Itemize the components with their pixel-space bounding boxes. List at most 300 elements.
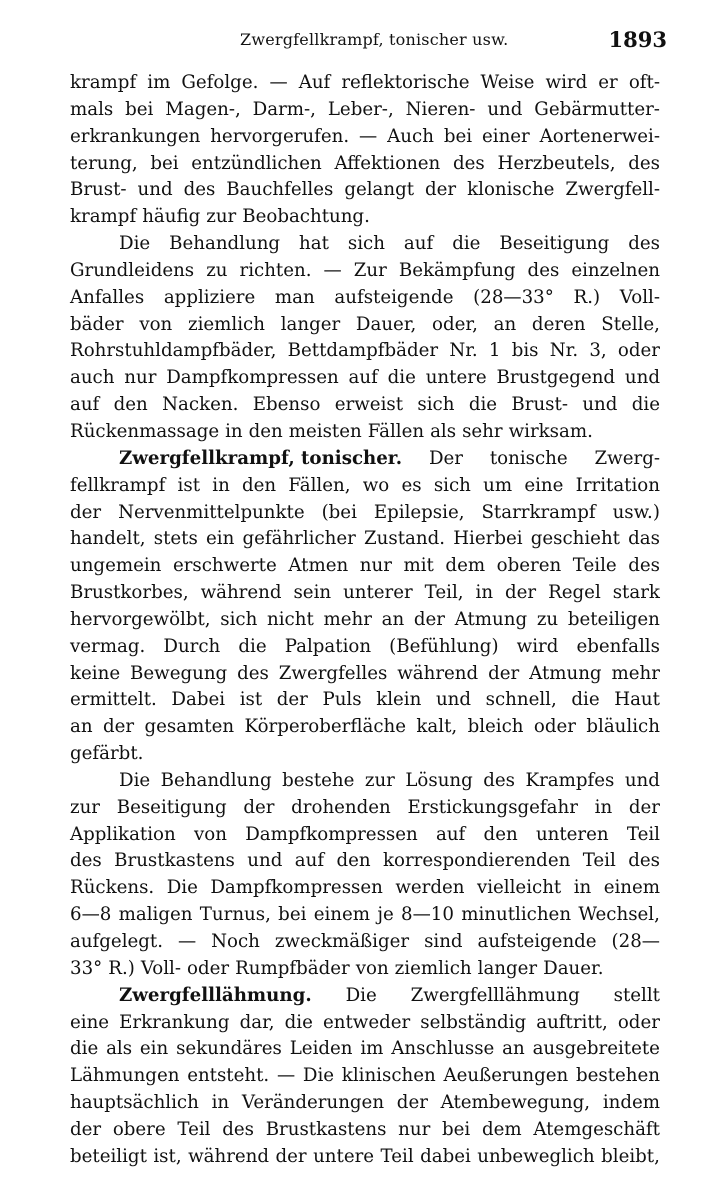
word: untere [425,367,487,389]
word: einem [603,877,660,899]
word: indem [602,1092,660,1114]
word: dar, [239,1011,275,1033]
word: und [247,850,283,872]
text-line [70,983,660,1010]
word: an [502,1038,525,1060]
word: wird [516,635,559,657]
word: erschwerte [172,555,277,577]
word: der [413,608,445,630]
word: Atmung [454,608,528,630]
body-text [70,70,660,1171]
word: Dampfkompressen [245,823,418,845]
word: Auf [298,72,331,93]
word: des [628,555,660,577]
word: zu [206,259,228,281]
word: sind [424,931,463,952]
text-line [70,661,660,688]
text-line [70,1036,660,1063]
text-line [70,258,660,285]
word: und [624,367,660,389]
word: Starrkrampf [481,501,596,523]
word: sekundäres [176,1038,282,1060]
word: Nervenmittelpunkte [118,501,305,523]
word: bestehen [575,1065,660,1087]
word: Herzbeutels, [497,152,616,174]
text-line [70,392,660,419]
word: den [483,823,518,845]
word: krampf [70,206,137,228]
word: tonische [489,447,568,469]
word: in [573,877,592,899]
word: gefährlicher [242,528,356,550]
word: von [355,957,389,979]
page-number: 1893 [608,27,667,52]
word: geschieht [530,528,620,550]
word: Zwergfelles [278,662,388,684]
word: (28—33° [473,286,554,308]
word: eine [70,1011,110,1033]
word: selbständig [420,1011,527,1033]
word: Atmung [529,662,602,684]
word: der [275,1145,307,1167]
word: Zwergfelllähmung [410,984,580,1006]
word: der [243,796,275,818]
word: in [212,474,230,496]
word: den [242,474,277,496]
word: Bewegung [130,662,228,684]
text-line [70,204,660,231]
word: Aeußerungen [443,1065,569,1087]
word: zweckmäßiger [274,931,410,952]
word: oberen [496,555,562,577]
text-line [70,177,660,204]
text-line [70,580,660,607]
word: des [222,1118,254,1140]
word: Durch [163,635,221,657]
text-line [70,848,660,875]
word: unterer [343,582,413,604]
text-line [70,634,660,661]
word: zu [536,608,559,630]
word: Gebärmutter- [534,98,660,120]
word: des [628,233,660,255]
word: Behandlung [160,769,272,791]
word: Beseitigung [116,796,227,818]
word: Affektionen [334,152,441,174]
word: Lösung [405,769,473,791]
word: 8—10 [401,904,454,926]
word: sein [293,582,332,604]
text-line [70,365,660,392]
word: an [70,716,93,738]
word: unbeweglich [477,1145,595,1167]
word: Rohrstuhldampfbäder, [70,340,277,362]
word: Bekämpfung [398,259,516,281]
word: nur [124,367,157,389]
word: Lähmungen [70,1065,180,1087]
text-line [70,902,660,929]
word: Beseitigung [499,233,610,255]
word: beteiligt [70,1145,147,1167]
word: Krampfes [525,769,615,791]
word: ein [206,528,235,550]
word: maligen [118,904,193,926]
text-line [70,124,660,151]
word: Rückenmassage [70,420,220,442]
word: bei [443,125,473,147]
word: — [359,125,378,147]
word: entzündlichen [191,152,322,174]
word: Hierbei [453,528,523,550]
word: des [183,179,216,201]
word: krampf [70,72,137,93]
word: er [598,72,618,93]
word: die [571,689,600,711]
word: (bei [321,501,357,523]
word: vielleicht [476,877,562,899]
word: bäder [70,313,124,335]
text-line [70,714,660,741]
text-line [70,607,660,634]
word: erkrankungen [70,125,201,147]
word: das [628,528,660,550]
word: untere [313,1145,375,1167]
word: Zustand. [364,528,446,550]
word: dabei [420,1145,471,1167]
section-heading: Zwergfellkrampf, tonischer. [119,447,403,469]
text-line [70,795,660,822]
word: oder [617,1011,660,1033]
word: Bauchfelles [226,179,334,201]
word: sich [347,233,385,255]
text-line [70,687,660,714]
word: man [274,286,315,308]
word: sich [433,474,471,496]
word: Gefolge. [181,72,259,93]
word: zur [206,206,237,228]
word: meisten [288,420,362,442]
word: R.) [573,286,601,308]
word: kalt, [416,716,458,738]
word: — [177,931,197,952]
text-line [70,312,660,339]
word: Fällen [367,420,425,442]
word: bleibt, [601,1145,660,1167]
word: bei [150,152,179,174]
word: oder [617,340,660,362]
word: auf [403,233,434,255]
word: stets [153,528,198,550]
word: und [137,179,173,201]
word: zur [70,796,100,818]
word: einer [481,125,530,147]
text-line [70,285,660,312]
word: Die [119,233,151,255]
word: Anfalles [70,286,145,308]
word: Brustgegend [496,367,616,389]
word: Zur [353,259,387,281]
word: erweist [334,394,404,416]
word: Beobachtung. [242,206,370,228]
word: Atmen [288,555,349,577]
word: bläulich [586,716,660,738]
running-head [0,27,705,56]
word: — [269,72,288,93]
word: Rückens. [70,877,155,899]
word: Teil, [424,582,464,604]
word: hauptsächlich [70,1092,199,1114]
word: hat [299,233,329,255]
word: (28— [611,931,660,952]
word: mehr [323,608,372,630]
word: je [377,904,394,926]
text-line [70,1090,660,1117]
word: Ebenso [252,394,321,416]
word: der [102,716,135,738]
word: häufig [142,206,201,228]
word: hervorgewölbt, [70,608,211,630]
word: mit [403,555,434,577]
word: der [396,1092,428,1114]
word: Nr. [449,340,478,362]
word: im [147,72,171,93]
word: als [430,420,457,442]
word: ausgebreitete [532,1038,660,1060]
word: Leiden [289,1038,353,1060]
word: im [360,1038,384,1060]
word: an [381,608,405,630]
word: von [193,823,227,845]
word: wo [362,474,390,496]
word: die [284,1011,313,1033]
text-line [70,70,660,97]
text-line [70,338,660,365]
word: dem [481,1118,522,1140]
word: des [70,850,102,872]
word: auftritt, [536,1011,608,1033]
word: einem [313,904,371,926]
word: aufsteigende [477,931,597,952]
word: des [628,152,660,174]
text-line [70,473,660,500]
word: auf [435,823,466,845]
word: R.) [108,957,135,979]
word: deren [531,313,586,335]
word: vermag. [70,635,146,657]
word: korrespondierenden [383,850,571,872]
word: appliziere [163,286,256,308]
word: — [276,1065,296,1087]
word: oder [187,957,230,979]
word: gesamten [144,716,235,738]
word: klinischen [341,1065,436,1087]
word: aufsteigende [334,286,454,308]
word: klonische [467,179,555,201]
word: ziemlich [188,313,265,335]
word: ungemein [70,555,162,577]
word: des [628,850,660,872]
word: ist, [153,1145,182,1167]
word: Teil [380,1145,414,1167]
word: Voll- [619,286,660,308]
word: bleich [467,716,524,738]
word: terung, [70,152,138,174]
word: beteiligen [567,608,660,630]
word: entweder [322,1011,411,1033]
word: einzelnen [571,259,660,281]
word: Die [166,877,198,899]
word: Der [428,447,463,469]
text-line [70,1010,660,1037]
word: und [582,394,618,416]
word: ist [239,689,263,711]
word: Zwergfell- [565,179,660,201]
word: Teil [626,823,660,845]
word: reflektorische [341,72,470,93]
text-line [70,231,660,258]
word: Stelle, [601,313,660,335]
word: zur [364,769,395,791]
word: sich [220,608,258,630]
word: unteren [535,823,609,845]
text-line [70,929,660,956]
word: 1 [488,340,501,362]
word: Fällen, [288,474,351,496]
text-line [70,956,660,983]
word: entsteht. [187,1065,270,1087]
word: Atembewegung, [440,1092,591,1114]
word: Noch [211,931,260,952]
text-line [70,1117,660,1144]
word: nur [398,1118,431,1140]
word: sich [417,394,455,416]
word: langer [477,957,538,979]
word: während [397,662,479,684]
word: den [336,850,371,872]
word: von [139,313,173,335]
word: Teil [177,1118,211,1140]
word: die [70,1038,99,1060]
word: in [225,420,243,442]
word: der [276,689,308,711]
word: (Befühlung) [389,635,499,657]
word: des [483,769,516,791]
word: bei [125,98,154,120]
word: Veränderungen [241,1092,385,1114]
word: Nacken. [162,394,239,416]
word: nur [359,555,392,577]
word: die [468,394,498,416]
text-line [70,419,660,446]
text-line [70,768,660,795]
word: den [248,420,283,442]
word: obere [112,1118,166,1140]
word: Teil [582,850,616,872]
word: Applikation [70,823,176,845]
word: Dabei [171,689,226,711]
word: ermittelt. [70,689,157,711]
text-line [70,500,660,527]
word: Epilepsie, [373,501,465,523]
word: während [200,582,282,604]
word: in [475,582,494,604]
word: auf [70,394,100,416]
text-line [70,1063,660,1090]
word: fellkrampf [70,474,166,496]
word: der [70,1118,102,1140]
text-line [70,1144,660,1171]
word: Brustkorbes, [70,582,189,604]
word: als [106,1038,133,1060]
word: langer [280,313,341,335]
word: gefärbt. [70,743,144,765]
word: des [452,152,485,174]
word: hervorgerufen. [210,125,350,147]
section-heading: Zwergfelllähmung. [119,984,312,1006]
word: Brustkastens [114,850,235,872]
word: den [113,394,148,416]
text-line [70,446,660,473]
running-title: Zwergfellkrampf, tonischer usw. [240,30,509,49]
word: Irritation [575,474,660,496]
word: Brust- [511,394,568,416]
word: der [70,501,102,523]
text-line [70,526,660,553]
word: Dauer, [355,313,417,335]
word: Haut [614,689,660,711]
word: ebenfalls [576,635,660,657]
word: Die [119,769,151,791]
word: wird [545,72,588,93]
word: Auch [387,125,434,147]
word: bestehe [282,769,355,791]
word: oft- [628,72,660,93]
word: ziemlich [394,957,472,979]
word: Magen-, [165,98,241,120]
word: Nr. [549,340,579,362]
word: auf [294,850,325,872]
word: der [628,796,660,818]
word: eine [524,474,564,496]
text-line [70,822,660,849]
word: Aortenerwei- [539,125,660,147]
word: und [487,98,523,120]
word: Bettdampfbäder [287,340,439,362]
word: Die [345,984,377,1006]
word: des [527,259,560,281]
text-line [70,875,660,902]
word: Wechsel, [578,904,660,926]
word: drohenden [291,796,391,818]
word: die [631,394,660,416]
word: Atemgeschäft [533,1118,660,1140]
word: Rumpfbäder [235,957,350,979]
word: in [594,796,613,818]
word: 33° [70,957,103,979]
word: es [401,474,422,496]
word: ein [139,1038,169,1060]
word: die [452,233,481,255]
word: Darm-, [252,98,316,120]
word: mals [70,98,114,120]
word: Voll- [140,957,182,979]
word: Puls [322,689,362,711]
word: oder, [432,313,478,335]
word: richten. [239,259,312,281]
word: Zwerg- [594,447,660,469]
word: Dampfkompressen [166,367,339,389]
word: Körperoberfläche [244,716,406,738]
